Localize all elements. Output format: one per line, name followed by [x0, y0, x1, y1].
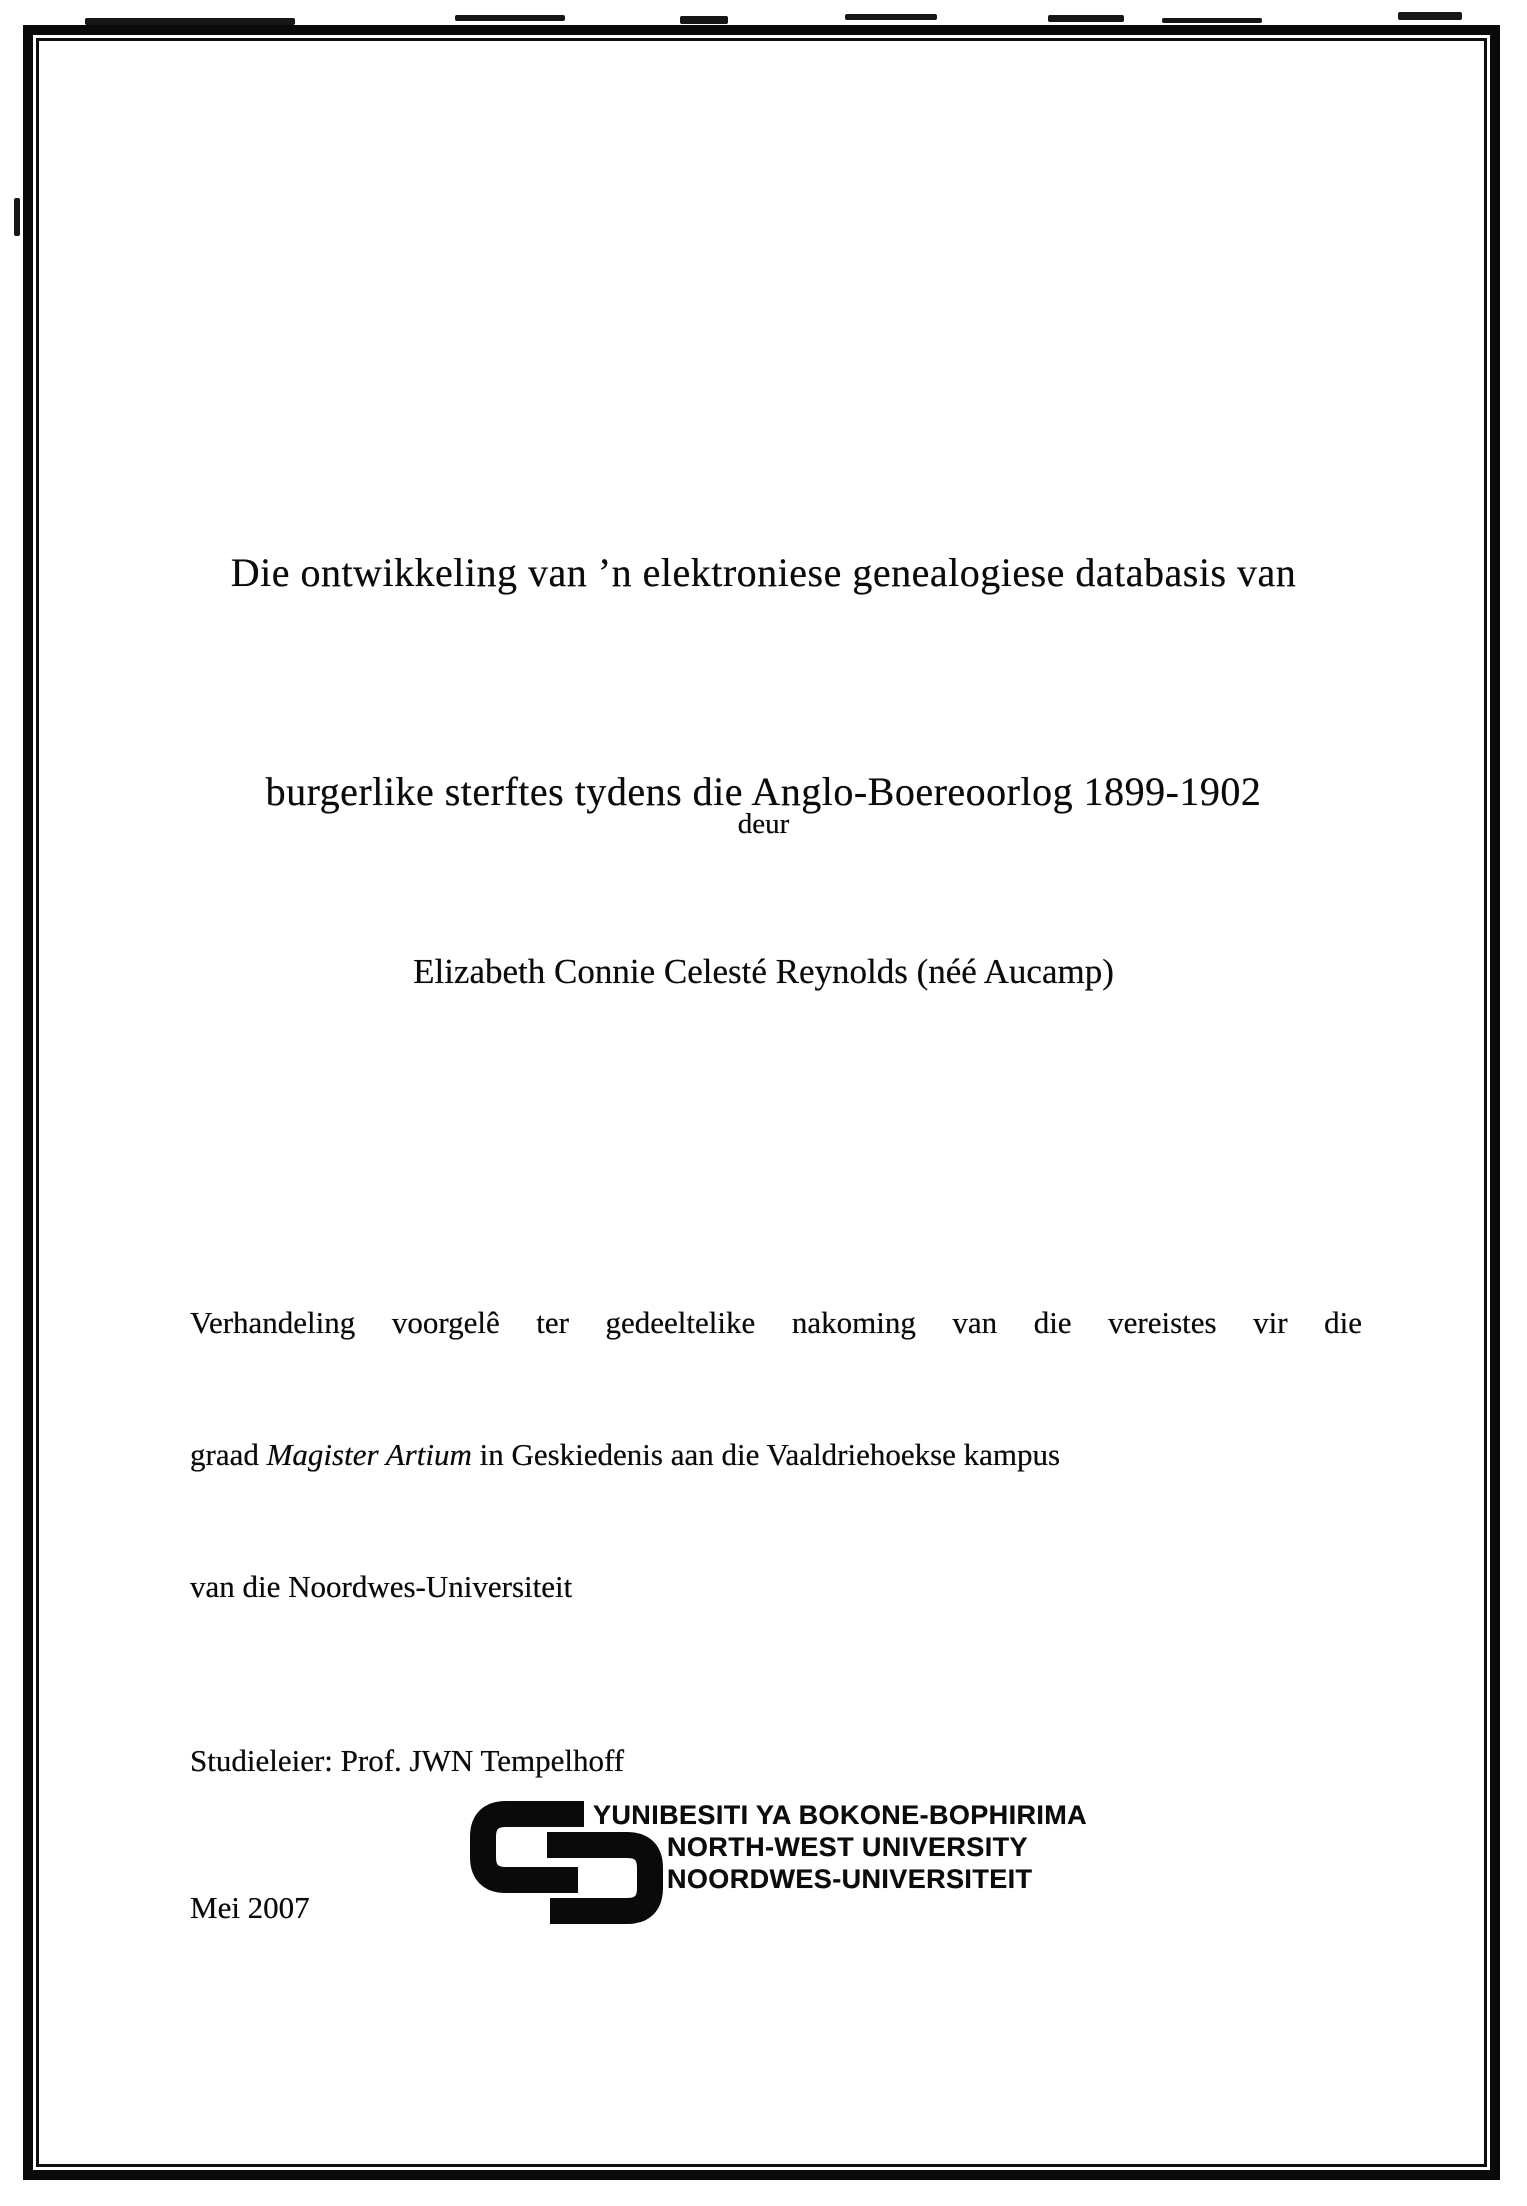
scan-artifact — [680, 16, 728, 24]
byline-label: deur — [737, 808, 790, 840]
logo-line-english: NORTH-WEST UNIVERSITY — [667, 1832, 1028, 1862]
degree-name-italic: Magister Artium — [266, 1437, 472, 1472]
scan-artifact — [845, 14, 937, 20]
thesis-title-line-1: Die ontwikkeling van ’n elektroniese genealogiese databasis van — [230, 550, 1297, 595]
scan-artifact — [14, 198, 20, 236]
supervisor-line: Studieleier: Prof. JWN Tempelhoff — [190, 1743, 625, 1778]
degree-statement — [190, 1213, 1362, 1653]
statement-line-2-post: in Geskiedenis aan die Vaaldriehoekse kampus — [471, 1437, 1061, 1472]
statement-line-2-pre: graad — [190, 1437, 267, 1472]
scan-artifact — [1398, 12, 1462, 20]
university-logo-wordmark — [593, 1799, 1087, 1895]
date-line: Mei 2007 — [190, 1890, 310, 1925]
scan-artifact — [1048, 15, 1124, 22]
scan-artifact — [455, 15, 565, 21]
logo-line-afrikaans: NOORDWES-UNIVERSITEIT — [667, 1864, 1033, 1894]
statement-line-3: van die Noordwes-Universiteit — [190, 1569, 573, 1604]
statement-line-1: Verhandeling voorgelê ter gedeeltelike nakoming van die vereistes vir die — [190, 1305, 1362, 1340]
thesis-title-line-2: burgerlike sterftes tydens die Anglo-Boereoorlog 1899-1902 — [265, 769, 1262, 814]
statement-line-2 — [190, 1433, 1362, 1477]
scan-artifact — [1162, 18, 1262, 23]
logo-line-setswana: YUNIBESITI YA BOKONE-BOPHIRIMA — [593, 1800, 1088, 1830]
author-name: Elizabeth Connie Celesté Reynolds (néé Aucamp) — [413, 952, 1114, 991]
scan-artifact — [85, 18, 295, 25]
